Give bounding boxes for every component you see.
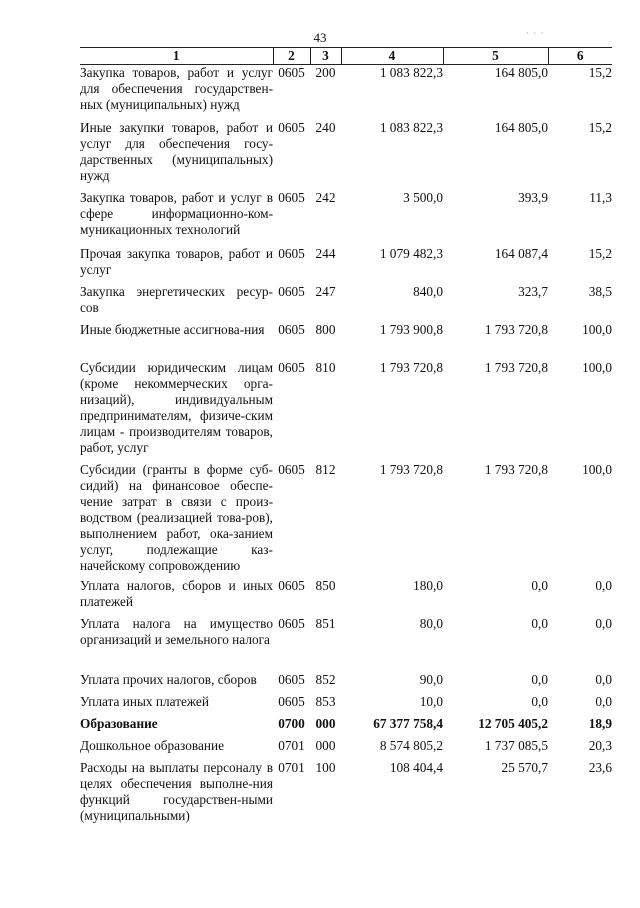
table-row [80, 246, 612, 284]
row-actual-value: 1 793 720,8 [484, 321, 548, 337]
row-section-code: 0605 [278, 615, 305, 631]
row-percent: 18,9 [588, 715, 612, 731]
row-plan-value: 67 377 758,4 [373, 715, 443, 731]
row-plan-value: 108 404,4 [389, 759, 443, 775]
header-col-5: 5 [443, 48, 548, 65]
row-expense-type: 247 [315, 283, 336, 299]
table-row [80, 616, 612, 672]
row-section-code: 0605 [278, 671, 305, 687]
row-plan-value: 1 793 720,8 [379, 461, 443, 477]
row-name: Образование [80, 715, 158, 731]
row-plan-value: 1 793 720,8 [379, 359, 443, 375]
row-actual-value: 1 737 085,5 [484, 737, 548, 753]
header-col-1: 1 [80, 48, 273, 65]
table-row [80, 716, 612, 738]
table-row [80, 65, 612, 120]
row-plan-value: 80,0 [419, 615, 443, 631]
row-expense-type: 000 [315, 715, 336, 731]
row-section-code: 0605 [278, 65, 305, 80]
row-name: Уплата иных платежей [80, 693, 209, 709]
row-percent: 23,6 [588, 759, 612, 775]
row-section-code: 0605 [278, 119, 305, 135]
row-name: Субсидии юридическим лицам (кроме некоммерческих орга-низаций), индивидуальным предпринимателям, физиче-ским лицам - производителям товаров, работ, услуг [80, 359, 273, 455]
row-section-code: 0605 [278, 461, 305, 477]
row-name: Дошкольное образование [80, 737, 224, 753]
header-col-6: 6 [548, 48, 612, 65]
row-percent: 0,0 [595, 615, 612, 631]
row-actual-value: 1 793 720,8 [484, 461, 548, 477]
row-section-code: 0605 [278, 693, 305, 709]
row-plan-value: 90,0 [419, 671, 443, 687]
row-name: Иные закупки товаров, работ и услуг для обеспечения госу-дарственных (муниципальных) нужд [80, 119, 273, 183]
row-actual-value: 25 570,7 [501, 759, 548, 775]
row-expense-type: 244 [315, 245, 336, 261]
header-col-3: 3 [310, 48, 341, 65]
row-plan-value: 1 079 482,3 [379, 245, 443, 261]
row-expense-type: 240 [315, 119, 336, 135]
row-actual-value: 164 087,4 [494, 245, 548, 261]
row-percent: 100,0 [582, 461, 612, 477]
table-row [80, 462, 612, 578]
table-row [80, 760, 612, 830]
row-name: Закупка товаров, работ и услуг для обеспечения государствен-ных (муниципальных) нужд [80, 65, 273, 112]
row-percent: 0,0 [595, 577, 612, 593]
row-percent: 0,0 [595, 693, 612, 709]
row-percent: 100,0 [582, 321, 612, 337]
row-section-code: 0701 [278, 737, 305, 753]
budget-table [80, 47, 612, 830]
row-expense-type: 812 [315, 461, 336, 477]
row-percent: 0,0 [595, 671, 612, 687]
row-plan-value: 1 083 822,3 [379, 119, 443, 135]
row-section-code: 0700 [278, 715, 305, 731]
row-plan-value: 3 500,0 [403, 189, 443, 205]
row-name: Субсидии (гранты в форме суб-сидий) на финансовое обеспе-чение затрат в связи с произ-водством (реализацией това-ров), выполнением работ, ока-занием услуг, подлежащие каз-начейскому сопровождению [80, 461, 273, 573]
row-plan-value: 1 083 822,3 [379, 65, 443, 80]
row-section-code: 0605 [278, 359, 305, 375]
table-row [80, 360, 612, 462]
row-section-code: 0605 [278, 245, 305, 261]
header-col-2: 2 [273, 48, 310, 65]
row-name: Уплата прочих налогов, сборов [80, 671, 257, 687]
row-expense-type: 242 [315, 189, 336, 205]
row-actual-value: 0,0 [531, 577, 548, 593]
row-section-code: 0605 [278, 189, 305, 205]
row-plan-value: 1 793 900,8 [379, 321, 443, 337]
row-name: Расходы на выплаты персоналу в целях обеспечения выполне-ния функций государствен-ными (муниципальными) [80, 759, 273, 823]
row-plan-value: 840,0 [413, 283, 443, 299]
row-section-code: 0605 [278, 577, 305, 593]
row-actual-value: 0,0 [531, 693, 548, 709]
row-expense-type: 800 [315, 321, 336, 337]
table-row [80, 322, 612, 360]
row-name: Уплата налога на имущество организаций и земельного налога [80, 615, 273, 647]
row-actual-value: 164 805,0 [494, 119, 548, 135]
row-actual-value: 12 705 405,2 [478, 715, 548, 731]
row-expense-type: 810 [315, 359, 336, 375]
row-actual-value: 1 793 720,8 [484, 359, 548, 375]
row-section-code: 0605 [278, 283, 305, 299]
row-actual-value: 323,7 [518, 283, 548, 299]
table-row [80, 120, 612, 190]
row-name: Уплата налогов, сборов и иных платежей [80, 577, 273, 609]
page-number: 43 [313, 30, 327, 45]
table-row [80, 694, 612, 716]
row-percent: 15,2 [588, 119, 612, 135]
row-plan-value: 10,0 [419, 693, 443, 709]
row-expense-type: 200 [315, 65, 336, 80]
row-actual-value: 0,0 [531, 615, 548, 631]
row-expense-type: 853 [315, 693, 336, 709]
header-row [80, 48, 612, 65]
row-actual-value: 393,9 [518, 189, 548, 205]
row-percent: 15,2 [588, 245, 612, 261]
row-name: Прочая закупка товаров, работ и услуг [80, 245, 273, 277]
row-plan-value: 180,0 [413, 577, 443, 593]
row-percent: 100,0 [582, 359, 612, 375]
table-row [80, 578, 612, 616]
row-expense-type: 851 [315, 615, 336, 631]
table-row [80, 672, 612, 694]
row-percent: 38,5 [588, 283, 612, 299]
row-percent: 20,3 [588, 737, 612, 753]
row-actual-value: 0,0 [531, 671, 548, 687]
row-expense-type: 852 [315, 671, 336, 687]
row-name: Иные бюджетные ассигнова-ния [80, 321, 265, 337]
row-percent: 15,2 [588, 65, 612, 80]
row-percent: 11,3 [589, 189, 612, 205]
row-actual-value: 164 805,0 [494, 65, 548, 80]
corner-mark: · · · [526, 28, 545, 38]
row-expense-type: 850 [315, 577, 336, 593]
row-expense-type: 100 [315, 759, 336, 775]
row-section-code: 0605 [278, 321, 305, 337]
table-row [80, 738, 612, 760]
row-expense-type: 000 [315, 737, 336, 753]
row-section-code: 0701 [278, 759, 305, 775]
table-row [80, 190, 612, 246]
row-name: Закупка энергетических ресур-сов [80, 283, 273, 315]
table-row [80, 284, 612, 322]
row-name: Закупка товаров, работ и услуг в сфере информационно-ком-муникационных технологий [80, 189, 273, 237]
header-col-4: 4 [341, 48, 443, 65]
row-plan-value: 8 574 805,2 [379, 737, 443, 753]
